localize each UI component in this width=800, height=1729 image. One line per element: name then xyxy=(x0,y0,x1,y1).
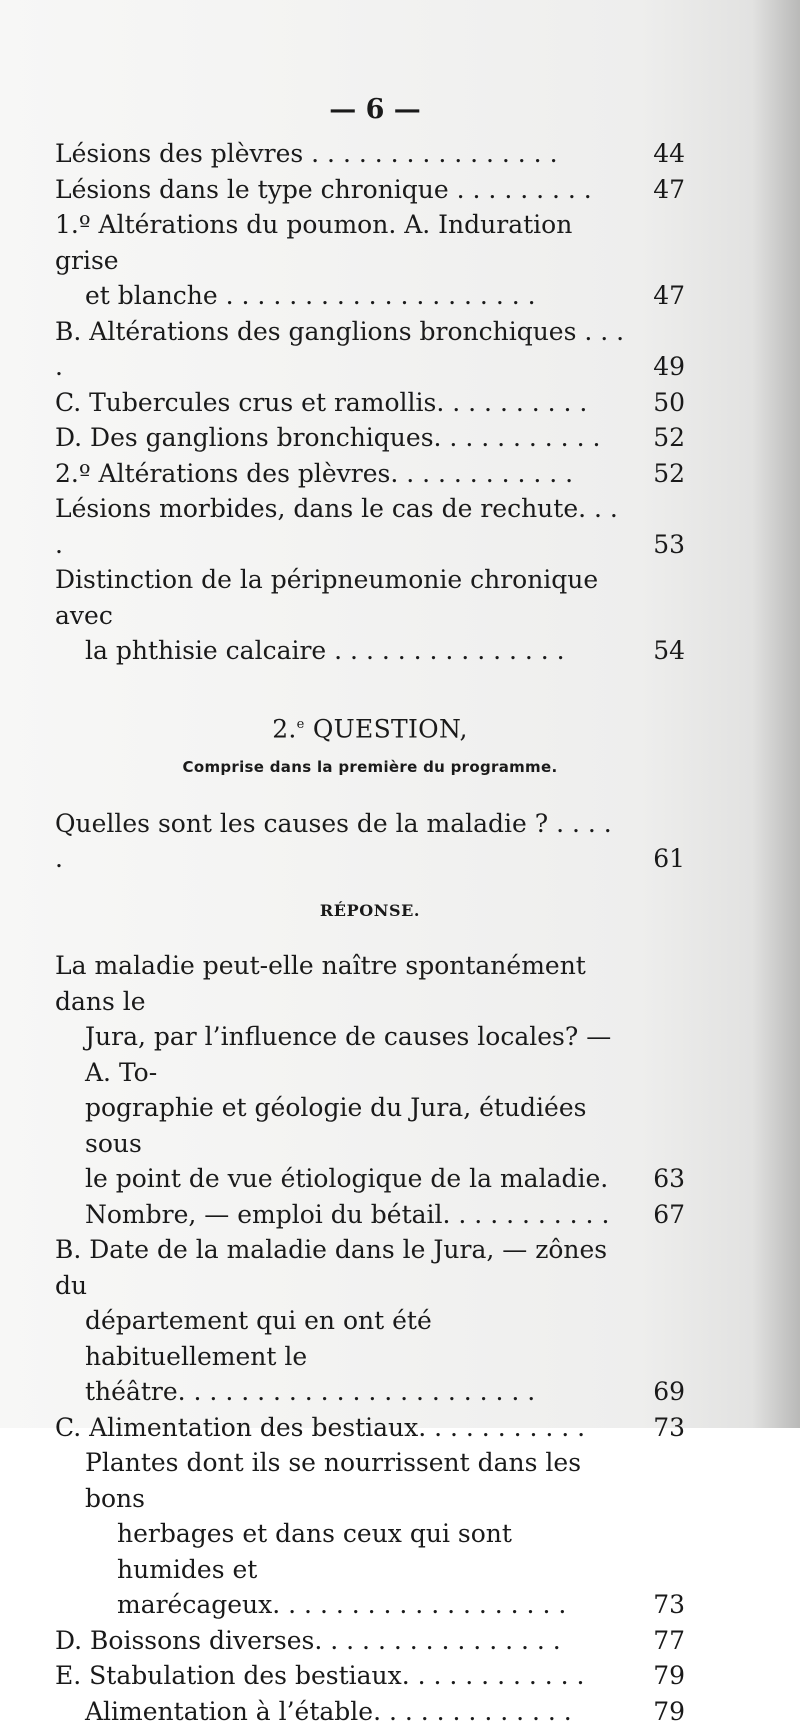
entry-page-number: 73 xyxy=(653,1590,685,1620)
toc-entry xyxy=(55,633,685,669)
toc-entry xyxy=(55,1516,685,1587)
toc-entry xyxy=(55,562,685,633)
entry-page-number: 47 xyxy=(653,281,685,310)
reponse-heading: RÉPONSE. xyxy=(319,900,421,920)
toc-entry xyxy=(55,136,685,172)
entry-text: Nombre, — emploi du bétail. . . . . . . . . . . xyxy=(85,1199,610,1229)
page-content xyxy=(55,96,685,1729)
entry-page-number: 54 xyxy=(653,636,685,665)
entry-text: 2.º Altérations des plèvres. . . . . . . . . . . . xyxy=(55,458,574,488)
entry-page-number: 52 xyxy=(653,458,685,488)
entry-page-number: 79 xyxy=(653,1696,685,1726)
toc-entry xyxy=(55,1374,685,1410)
entry-text: C. Tubercules crus et ramollis. . . . . . . . . . xyxy=(55,387,588,417)
toc-entry xyxy=(55,278,685,314)
toc-entry xyxy=(55,1197,685,1233)
toc-entry xyxy=(55,1694,685,1729)
page-number: — 6 — xyxy=(329,94,421,125)
entry-text: le point de vue étiologique de la maladie. xyxy=(85,1164,609,1194)
entry-text: Alimentation à l’étable. . . . . . . . . . . . . xyxy=(85,1696,572,1726)
entry-page-number: 63 xyxy=(653,1164,685,1194)
entry-text: C. Alimentation des bestiaux. . . . . . . . . . . xyxy=(55,1412,586,1442)
entry-page-number: 73 xyxy=(653,1412,685,1442)
entry-text: Jura, par l’influence de causes locales? — A. To- xyxy=(85,1022,612,1087)
entry-page-number: 61 xyxy=(653,844,685,874)
entry-text: B. Altérations des ganglions bronchiques . . . . xyxy=(55,316,625,381)
toc-entry xyxy=(55,1303,685,1374)
toc-entry xyxy=(55,948,685,1019)
entry-text: Distinction de la péripneumonie chronique avec xyxy=(55,565,599,630)
toc-entry xyxy=(55,420,685,456)
entry-text: la phthisie calcaire . . . . . . . . . . . . . . . xyxy=(85,636,565,665)
entry-page-number: 50 xyxy=(653,387,685,417)
entry-page-number: 47 xyxy=(653,174,685,204)
entry-text: département qui en ont été habituellement le xyxy=(85,1306,432,1371)
question-heading xyxy=(55,707,685,747)
toc-entry xyxy=(55,1019,685,1090)
question-number: 2. xyxy=(272,713,297,743)
entry-text: 1.º Altérations du poumon. A. Induration grise xyxy=(55,210,573,275)
entry-text: herbages et dans ceux qui sont humides et xyxy=(117,1519,512,1584)
toc-entry xyxy=(55,456,685,492)
entry-page-number: 69 xyxy=(653,1377,685,1407)
entry-page-number: 67 xyxy=(653,1199,685,1229)
entry-text: marécageux. . . . . . . . . . . . . . . . . . . xyxy=(117,1590,567,1620)
entry-text: La maladie peut-elle naître spontanément dans le xyxy=(55,951,586,1016)
question-number-sup: e xyxy=(296,716,305,732)
question-subtitle: Comprise dans la première du programme. xyxy=(182,758,558,777)
question-entry xyxy=(55,806,685,877)
entry-text: théâtre. . . . . . . . . . . . . . . . . . . . . . . xyxy=(85,1377,536,1407)
toc-entry xyxy=(55,1658,685,1694)
question-title: QUESTION, xyxy=(304,713,468,743)
toc-entry xyxy=(55,207,685,278)
toc-entry xyxy=(55,314,685,385)
toc-entry xyxy=(55,491,685,562)
entry-text: D. Boissons diverses. . . . . . . . . . . . . . . . xyxy=(55,1625,561,1655)
entry-page-number: 52 xyxy=(653,423,685,452)
entry-text: D. Des ganglions bronchiques. . . . . . . . . . . xyxy=(55,423,601,452)
toc-entry xyxy=(55,1587,685,1623)
entry-page-number: 53 xyxy=(653,529,685,559)
toc-section-top xyxy=(55,136,685,669)
entry-text: et blanche . . . . . . . . . . . . . . . . . . . . xyxy=(85,281,536,310)
toc-entry xyxy=(55,172,685,208)
entry-page-number: 49 xyxy=(653,352,685,381)
entry-page-number: 77 xyxy=(653,1625,685,1655)
toc-entry xyxy=(55,385,685,421)
toc-entry xyxy=(55,1161,685,1197)
entry-text: E. Stabulation des bestiaux. . . . . . . . . . . . xyxy=(55,1661,585,1691)
toc-entry xyxy=(55,1623,685,1659)
entry-text: Plantes dont ils se nourrissent dans les bons xyxy=(85,1448,582,1513)
toc-entry xyxy=(55,1232,685,1303)
entry-text: B. Date de la maladie dans le Jura, — zônes du xyxy=(55,1235,608,1300)
toc-section-bottom xyxy=(55,948,685,1729)
entry-text: Lésions morbides, dans le cas de rechute. . . . xyxy=(55,494,618,559)
toc-entry xyxy=(55,1445,685,1516)
entry-page-number: 79 xyxy=(653,1661,685,1691)
entry-text: Quelles sont les causes de la maladie ? . . . . . xyxy=(55,808,612,874)
toc-entry xyxy=(55,1090,685,1161)
entry-text: Lésions des plèvres . . . . . . . . . . . . . . . . xyxy=(55,139,558,168)
entry-page-number: 44 xyxy=(653,139,685,168)
entry-text: Lésions dans le type chronique . . . . . . . . . xyxy=(55,174,592,204)
entry-text: pographie et géologie du Jura, étudiées sous xyxy=(85,1093,587,1158)
